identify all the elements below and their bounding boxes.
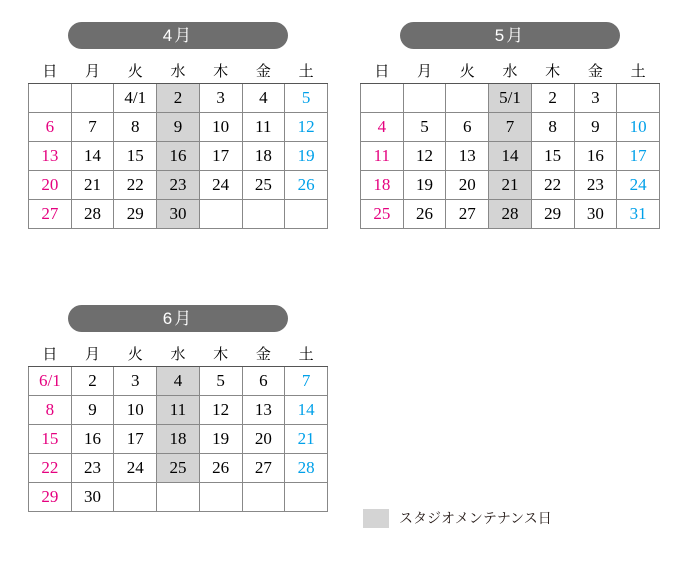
calendar-cell-day: 2 [531,84,574,113]
calendar-cell-day: 13 [446,142,489,171]
calendar-cell-day: 5 [403,113,446,142]
calendar-week-row [361,171,660,200]
calendar-week-row [361,200,660,229]
calendar-cell-day: 19 [285,142,328,171]
calendar-cell-day: 15 [29,425,72,454]
calendar-cell-empty [114,483,157,512]
calendar-cell-day: 14 [71,142,114,171]
calendar-cell-day: 6/1 [29,367,72,396]
weekday-header-mon: 月 [403,57,446,84]
calendar-cell-empty [242,200,285,229]
weekday-header-sat: 土 [285,57,328,84]
calendar-cell-day: 4 [361,113,404,142]
calendar-cell-day: 4 [242,84,285,113]
calendar-may [360,22,660,229]
calendar-cell-day: 6 [446,113,489,142]
calendar-cell-empty [29,84,72,113]
weekday-header-thu: 木 [199,57,242,84]
calendar-cell-day: 2 [71,367,114,396]
calendar-cell-day: 21 [285,425,328,454]
calendar-cell-day: 21 [71,171,114,200]
legend-label-maintenance: スタジオメンテナンス日 [399,510,552,526]
calendar-cell-day: 25 [242,171,285,200]
calendar-cell-day: 7 [71,113,114,142]
calendar-cell-day: 10 [114,396,157,425]
calendar-cell-day: 10 [617,113,660,142]
calendar-cell-empty [403,84,446,113]
calendar-cell-day: 29 [531,200,574,229]
calendar-cell-day: 8 [29,396,72,425]
calendar-cell-empty [361,84,404,113]
calendar-cell-day: 3 [574,84,617,113]
calendar-cell-day: 26 [285,171,328,200]
calendar-cell-empty [199,200,242,229]
calendar-cell-day: 18 [361,171,404,200]
calendar-week-row [361,113,660,142]
calendar-cell-day: 17 [199,142,242,171]
calendar-cell-day: 7 [489,113,532,142]
calendar-cell-day: 26 [403,200,446,229]
weekday-header-sun: 日 [361,57,404,84]
calendar-cell-day: 15 [531,142,574,171]
calendar-week-row [361,142,660,171]
calendar-cell-day: 9 [574,113,617,142]
calendar-cell-day: 23 [71,454,114,483]
calendar-cell-empty [285,483,328,512]
calendar-june [28,305,328,512]
calendar-cell-day: 2 [157,84,200,113]
calendar-cell-day: 16 [71,425,114,454]
calendar-cell-day: 30 [71,483,114,512]
calendar-week-row [29,454,328,483]
weekday-header-fri: 金 [242,57,285,84]
calendar-cell-day: 22 [531,171,574,200]
calendar-cell-day: 20 [29,171,72,200]
calendar-week-row [29,367,328,396]
calendar-cell-day: 10 [199,113,242,142]
weekday-header-fri: 金 [574,57,617,84]
calendar-cell-day: 12 [403,142,446,171]
calendar-week-row [29,113,328,142]
calendar-cell-empty [242,483,285,512]
calendar-cell-day: 28 [71,200,114,229]
calendar-week-row [29,483,328,512]
calendar-cell-day: 3 [199,84,242,113]
calendar-cell-day: 26 [199,454,242,483]
calendar-cell-day: 21 [489,171,532,200]
weekday-header-fri: 金 [242,340,285,367]
calendar-cell-day: 6 [29,113,72,142]
calendar-cell-day: 17 [114,425,157,454]
calendar-cell-day: 27 [242,454,285,483]
calendar-cell-day: 5 [285,84,328,113]
calendar-cell-day: 25 [361,200,404,229]
weekday-header-mon: 月 [71,57,114,84]
weekday-header-thu: 木 [531,57,574,84]
calendar-cell-day: 23 [574,171,617,200]
calendar-cell-day: 30 [157,200,200,229]
weekday-header-row [29,57,328,84]
calendar-cell-day: 5 [199,367,242,396]
calendar-cell-day: 27 [446,200,489,229]
calendar-cell-day: 27 [29,200,72,229]
calendar-cell-empty [446,84,489,113]
calendar-cell-empty [157,483,200,512]
calendar-cell-day: 12 [285,113,328,142]
calendar-cell-day: 19 [199,425,242,454]
calendar-title-june: 6月 [68,305,288,332]
calendar-cell-day: 20 [242,425,285,454]
calendar-week-row [29,171,328,200]
calendar-cell-day: 31 [617,200,660,229]
calendar-cell-day: 28 [489,200,532,229]
weekday-header-sat: 土 [617,57,660,84]
weekday-header-row [29,340,328,367]
calendar-week-row [29,142,328,171]
calendar-cell-day: 5/1 [489,84,532,113]
weekday-header-sun: 日 [29,57,72,84]
calendar-cell-day: 12 [199,396,242,425]
calendar-title-april: 4月 [68,22,288,49]
calendar-cell-day: 22 [114,171,157,200]
weekday-header-row [361,57,660,84]
calendar-week-row [29,200,328,229]
weekday-header-tue: 火 [114,340,157,367]
calendar-week-row [361,84,660,113]
calendar-week-row [29,396,328,425]
calendar-cell-day: 14 [285,396,328,425]
calendar-cell-day: 13 [242,396,285,425]
calendar-cell-day: 19 [403,171,446,200]
weekday-header-tue: 火 [446,57,489,84]
calendar-cell-day: 13 [29,142,72,171]
calendar-cell-day: 20 [446,171,489,200]
calendar-table-may [360,57,660,229]
calendar-cell-empty [71,84,114,113]
calendar-cell-day: 9 [157,113,200,142]
weekday-header-wed: 水 [157,340,200,367]
weekday-header-mon: 月 [71,340,114,367]
calendar-cell-day: 11 [242,113,285,142]
calendar-cell-day: 23 [157,171,200,200]
calendar-table-april [28,57,328,229]
weekday-header-sat: 土 [285,340,328,367]
calendar-cell-day: 9 [71,396,114,425]
calendar-cell-day: 15 [114,142,157,171]
calendar-cell-day: 24 [114,454,157,483]
calendar-week-row [29,84,328,113]
calendar-cell-day: 29 [29,483,72,512]
calendar-cell-day: 11 [157,396,200,425]
calendar-cell-empty [617,84,660,113]
legend [363,508,552,528]
calendar-table-june [28,340,328,512]
calendar-body-april [29,84,328,229]
calendar-cell-day: 17 [617,142,660,171]
calendar-cell-day: 3 [114,367,157,396]
calendar-cell-day: 16 [157,142,200,171]
calendar-cell-day: 22 [29,454,72,483]
calendar-cell-day: 6 [242,367,285,396]
calendar-cell-day: 25 [157,454,200,483]
weekday-header-thu: 木 [199,340,242,367]
calendar-cell-day: 18 [157,425,200,454]
calendar-cell-day: 18 [242,142,285,171]
calendar-cell-day: 29 [114,200,157,229]
calendar-title-may: 5月 [400,22,620,49]
legend-swatch-maintenance [363,509,389,528]
calendar-cell-day: 28 [285,454,328,483]
calendar-cell-day: 24 [199,171,242,200]
calendar-cell-day: 8 [114,113,157,142]
calendar-cell-day: 30 [574,200,617,229]
weekday-header-wed: 水 [489,57,532,84]
calendar-cell-empty [285,200,328,229]
calendar-cell-day: 4 [157,367,200,396]
calendar-body-may [361,84,660,229]
calendar-cell-day: 11 [361,142,404,171]
calendar-body-june [29,367,328,512]
calendar-cell-empty [199,483,242,512]
calendar-cell-day: 24 [617,171,660,200]
calendar-cell-day: 8 [531,113,574,142]
calendar-cell-day: 16 [574,142,617,171]
weekday-header-sun: 日 [29,340,72,367]
calendar-cell-day: 7 [285,367,328,396]
calendar-cell-day: 4/1 [114,84,157,113]
calendar-week-row [29,425,328,454]
calendar-april [28,22,328,229]
weekday-header-tue: 火 [114,57,157,84]
weekday-header-wed: 水 [157,57,200,84]
calendar-cell-day: 14 [489,142,532,171]
